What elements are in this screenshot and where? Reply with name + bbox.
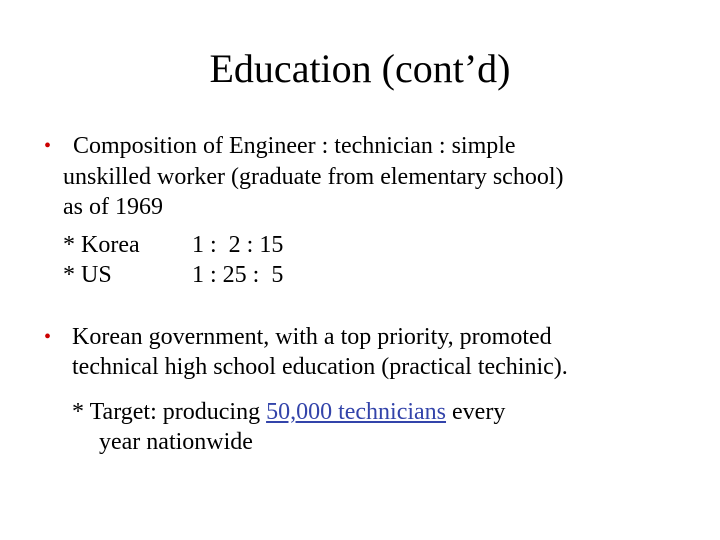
- ratio-value-korea: 1 : 2 : 15: [192, 232, 284, 258]
- bullet2-line-1: Korean government, with a top priority, promoted: [72, 324, 552, 350]
- ratio-label-us: * US: [63, 262, 112, 288]
- bullet1-line-2: unskilled worker (graduate from elementary school): [63, 164, 564, 190]
- target-line-2: year nationwide: [99, 429, 253, 455]
- bullet-marker-1: •: [44, 135, 52, 157]
- slide-title: Education (cont’d): [209, 46, 511, 91]
- technicians-link[interactable]: 50,000 technicians: [266, 399, 447, 425]
- target-prefix: * Target: producing: [72, 399, 267, 425]
- target-suffix: every: [446, 399, 506, 425]
- ratio-label-korea: * Korea: [63, 232, 140, 258]
- bullet1-line-1: Composition of Engineer : technician : simple: [73, 133, 516, 159]
- bullet2-line-2: technical high school education (practical techinic).: [72, 354, 568, 380]
- bullet-marker-2: •: [44, 326, 52, 348]
- target-line-1: [72, 397, 505, 427]
- bullet1-line-3: as of 1969: [63, 194, 163, 220]
- ratio-value-us: 1 : 25 : 5: [192, 262, 284, 288]
